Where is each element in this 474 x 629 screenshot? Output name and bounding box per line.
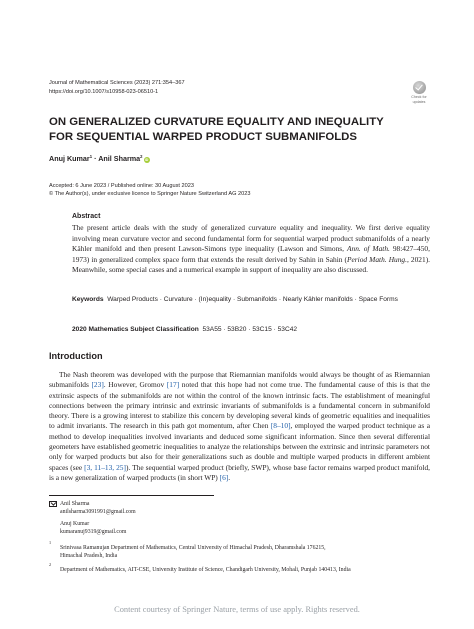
abstract-text (72, 223, 430, 276)
introduction-paragraph (49, 370, 430, 483)
intro-text-1: The Nash theorem was developed with the purpose that Riemannian manifolds would always be thought of as Riemannian submanifolds (49, 370, 430, 390)
abstract-part-2: 98:427–450, 1973) in generalized complex space form that extends the result derived by Sahin in Sahin ( (72, 244, 430, 264)
intro-text-2: . However, Gromov (103, 380, 167, 390)
courtesy-notice: Content courtesy of Springer Nature, terms of use apply. Rights reserved. (114, 605, 360, 614)
checkmark-icon (413, 81, 426, 94)
copyright-line: © The Author(s), under exclusive licence to Springer Nature Switzerland AG 2023 (49, 191, 251, 198)
affiliation-2: 2 Department of Mathematics, AIT-CSE, University Institute of Science, Chandigarh University, Mohali, Punjab 140413, India (60, 566, 430, 574)
footnotes (49, 500, 430, 574)
introduction-body (49, 370, 430, 483)
corresponding-author (60, 500, 430, 536)
keywords-section (72, 295, 430, 305)
citation-link[interactable]: [6] (219, 472, 229, 482)
citation-link[interactable]: [17] (166, 380, 180, 390)
article-title (49, 115, 429, 144)
abstract-part-3: , 2021). Meanwhile, some special cases and a numerical example in support of inequality are also discussed. (72, 254, 430, 275)
badge-line-1: Check for (411, 95, 427, 99)
citation-link[interactable]: [3, 11–13, 25] (84, 462, 126, 472)
footnote-divider (49, 495, 214, 496)
affiliation-1-line-1: Srinivasa Ramanujan Department of Mathematics, Central University of Himachal Pradesh, Dharamshala 176215, (60, 545, 326, 551)
affiliation-2-line-1: Department of Mathematics, AIT-CSE, University Institute of Science, Chandigarh University, Mohali, Punjab 140413, India (60, 567, 351, 573)
author-2-name: Anil Sharma (98, 154, 141, 163)
intro-text-6: . (228, 472, 231, 482)
keywords-list: Warped Products · Curvature · (In)equality · Submanifolds · Nearly Kähler manifolds · Space Forms (107, 296, 398, 303)
envelope-icon (49, 501, 57, 507)
contact-1-email[interactable]: anilsharma3091991@gmail.com (60, 509, 136, 515)
abstract-part-1: The present article deals with the study of generalized curvature equality and inequality. We first derive equality involving mean curvature vector and second fundamental form for sequential warped product submanifolds of a nearly Kähler manifold and then present Lawson-Simons type inequality (Lawson and Simons, (72, 223, 430, 254)
title-line-1: ON GENERALIZED CURVATURE EQUALITY AND INEQUALITY (49, 116, 384, 128)
abstract-section (72, 212, 430, 276)
msc-codes: 53A55 · 53B20 · 53C15 · 53C42 (202, 326, 298, 333)
intro-text-4: , employed the warped product technique as a method to develop inequalities involved invariants and deduced some significant information. Since then several differential geometers have established geometric inequalities to analyze the relationships between the extrinsic and intrinsic parameters not only for warped products but also for their generalizations such as double and multiple warped products in different ambient spaces (see (49, 421, 430, 472)
contact-2-name: Anuj Kumar (60, 521, 90, 527)
journal-citation: Journal of Mathematical Sciences (2023) 271:354–367 (49, 80, 185, 86)
title-line-2: FOR SEQUENTIAL WARPED PRODUCT SUBMANIFOLDS (49, 130, 357, 143)
keywords-label: Keywords (72, 296, 104, 303)
contact-2-email[interactable]: kumaranuj9319@gmail.com (60, 529, 127, 535)
intro-text-3: noted that this hope had not come true. The fundamental cause of this is that the extrinsic aspects of the submanifolds are not within the control of the known intrinsic facts. The establishment of meaningful connections between the primary intrinsic and extrinsic invariants of submanifolds is a fundamental concern in submanifold theory. There is a growing interest to stabilize this concern by developing several kinds of geometric equalities and inequalities to admit invariants. The research in this path got momentum, after Chen (49, 380, 430, 431)
author-1-name: Anuj Kumar (49, 154, 90, 163)
citation-link[interactable]: [23] (91, 380, 104, 390)
contact-1-name: Anil Sharma (60, 501, 90, 507)
author-1-affiliation: 1 (89, 154, 93, 159)
publication-dates (49, 182, 250, 198)
orcid-icon[interactable]: iD (144, 158, 149, 162)
badge-line-2: updates (412, 100, 426, 105)
author-separator: · (92, 154, 99, 163)
dates-line: Accepted: 6 June 2023 / Published online: 30 August 2023 (49, 183, 194, 189)
affiliation-1-line-2: Himachal Pradesh, India (60, 553, 118, 559)
author-2-affiliation: 2 (140, 154, 143, 159)
abstract-journal-1: Ann. of Math. (346, 244, 390, 254)
citation-link[interactable]: [8–10] (270, 421, 291, 431)
intro-text-5: ). The sequential warped product (briefly, SWP), whose base factor remains warped product manifold, is a new generalization of warped products (in short WP) (49, 462, 430, 482)
doi-link[interactable]: https://doi.org/10.1007/s10958-023-06510-1 (49, 88, 159, 95)
abstract-heading: Abstract (72, 213, 101, 220)
affiliation-1: 1 Srinivasa Ramanujan Department of Mathematics, Central University of Himachal Pradesh, Dharamshala 176215, Himachal Pradesh, India (60, 544, 430, 560)
abstract-journal-2: Period Math. Hung. (346, 254, 407, 264)
check-for-updates-badge[interactable] (409, 81, 429, 104)
introduction-heading: Introduction (49, 351, 103, 361)
author-list (49, 154, 150, 164)
msc-section (72, 325, 430, 335)
journal-header (49, 79, 185, 96)
msc-label: 2020 Mathematics Subject Classification (72, 326, 199, 333)
